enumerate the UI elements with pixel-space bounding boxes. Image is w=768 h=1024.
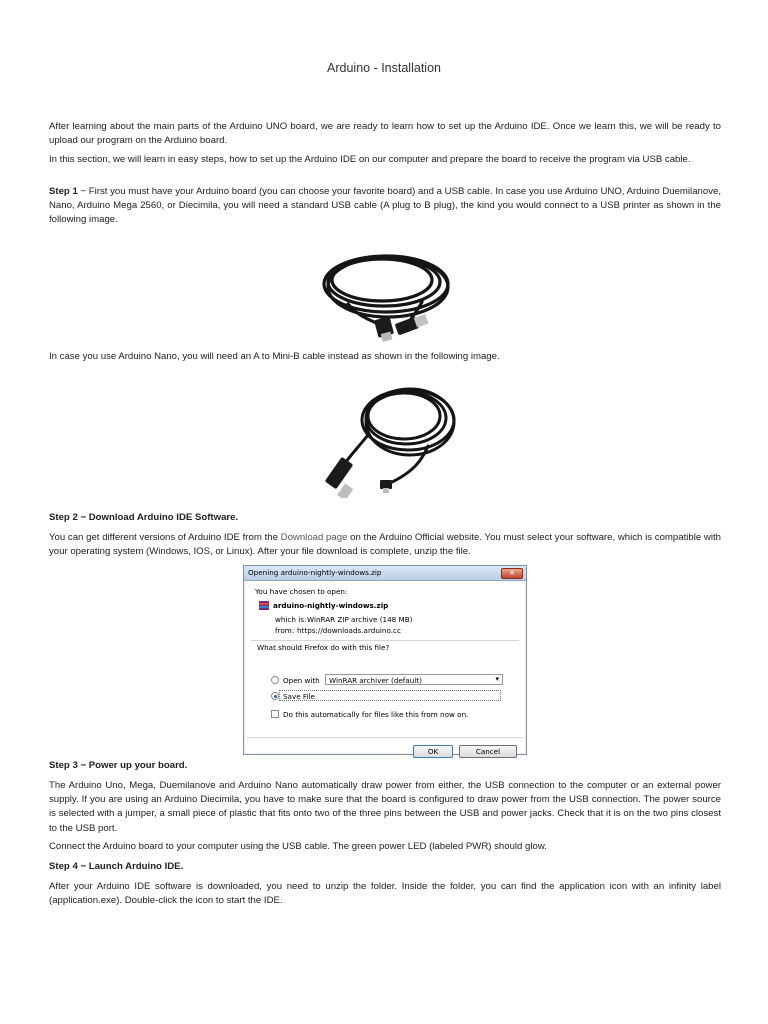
step4-paragraph: After your Arduino IDE software is downloaded, you need to unzip the folder. Inside the folder, you can find the application icon with an infinity label (application.exe). Double-click the icon to start the IDE. xyxy=(49,881,721,907)
ok-button[interactable]: OK xyxy=(413,745,453,758)
step1-paragraph xyxy=(49,185,721,228)
usb-mini-b-cable-image xyxy=(318,380,462,498)
dialog-body xyxy=(245,581,525,756)
step2-text-before: You can get different versions of Arduino IDE from the xyxy=(49,532,281,543)
auto-label: Do this automatically for files like this from now on. xyxy=(283,710,469,719)
usb-ab-cable-image xyxy=(318,232,452,344)
question-label: What should Firefox do with this file? xyxy=(257,643,390,652)
chevron-down-icon: ▾ xyxy=(495,675,499,683)
step1-label: Step 1 xyxy=(49,186,78,197)
download-dialog xyxy=(243,565,527,755)
zip-archive-icon xyxy=(259,601,269,610)
connect-paragraph: Connect the Arduino board to your computer using the USB cable. The green power LED (labeled PWR) should glow. xyxy=(49,841,547,852)
open-with-label: Open with xyxy=(283,676,320,685)
filename-label: arduino-nightly-windows.zip xyxy=(273,601,389,610)
divider xyxy=(251,640,519,641)
source-url-value: https://downloads.arduino.cc xyxy=(297,626,401,635)
page-title: Arduino - Installation xyxy=(327,61,441,75)
close-icon[interactable]: ✕ xyxy=(501,568,523,579)
save-file-label: Save File xyxy=(283,692,315,701)
file-type-value: WinRAR ZIP archive (148 MB) xyxy=(307,615,413,624)
section-paragraph: In this section, we will learn in easy steps, how to set up the Arduino IDE on our computer and prepare the board to receive the program via USB cable. xyxy=(49,154,691,165)
step3-heading: Step 3 − Power up your board. xyxy=(49,760,188,771)
open-with-radio[interactable] xyxy=(271,676,279,684)
which-is-label: which is: xyxy=(275,615,307,624)
step2-heading: Step 2 − Download Arduino IDE Software. xyxy=(49,512,239,523)
intro-paragraph: After learning about the main parts of the Arduino UNO board, we are ready to learn how to set up the Arduino IDE. Once we learn this, we will be ready to upload our program on the Arduino board. xyxy=(49,121,721,147)
open-with-value: WinRAR archiver (default) xyxy=(329,676,422,685)
step1-text: − First you must have your Arduino board (you can choose your favorite board) and a USB cable. In case you use Arduino UNO, Arduino Duemilanove, Nano, Arduino Mega 2560, or Diecimila, you will need a standard USB cable (A plug to B plug), the kind you would connect to a USB printer as shown in the following image. xyxy=(49,186,721,226)
open-with-select[interactable] xyxy=(325,674,503,685)
nano-paragraph: In case you use Arduino Nano, you will need an A to Mini-B cable instead as shown in the following image. xyxy=(49,351,500,362)
chosen-label: You have chosen to open: xyxy=(255,587,348,596)
auto-checkbox[interactable] xyxy=(271,710,279,718)
step3-paragraph: The Arduino Uno, Mega, Duemilanove and Arduino Nano automatically draw power from either, the USB connection to the computer or an external power supply. If you are using an Arduino Diecimila, you have to make sure that the board is configured to draw power from the USB connection. The power source is selected with a jumper, a small piece of plastic that fits onto two of the three pins between the USB and power jacks. Check that it is on the two pins closest to the USB port. xyxy=(49,780,721,834)
dialog-titlebar xyxy=(244,566,526,581)
cancel-button[interactable]: Cancel xyxy=(459,745,517,758)
dialog-title: Opening arduino-nightly-windows.zip xyxy=(248,568,382,577)
step2-paragraph xyxy=(49,531,721,559)
download-page-link[interactable]: Download page xyxy=(280,532,348,543)
step2-text-after: on the Arduino Official website. You must select your software, which is compatible with your operating system (Windows, IOS, or Linux). After your file download is complete, unzip the file. xyxy=(49,532,721,558)
divider xyxy=(247,737,523,738)
step4-heading: Step 4 − Launch Arduino IDE. xyxy=(49,861,184,872)
from-label: from: xyxy=(275,626,295,635)
save-file-radio[interactable] xyxy=(271,692,279,700)
